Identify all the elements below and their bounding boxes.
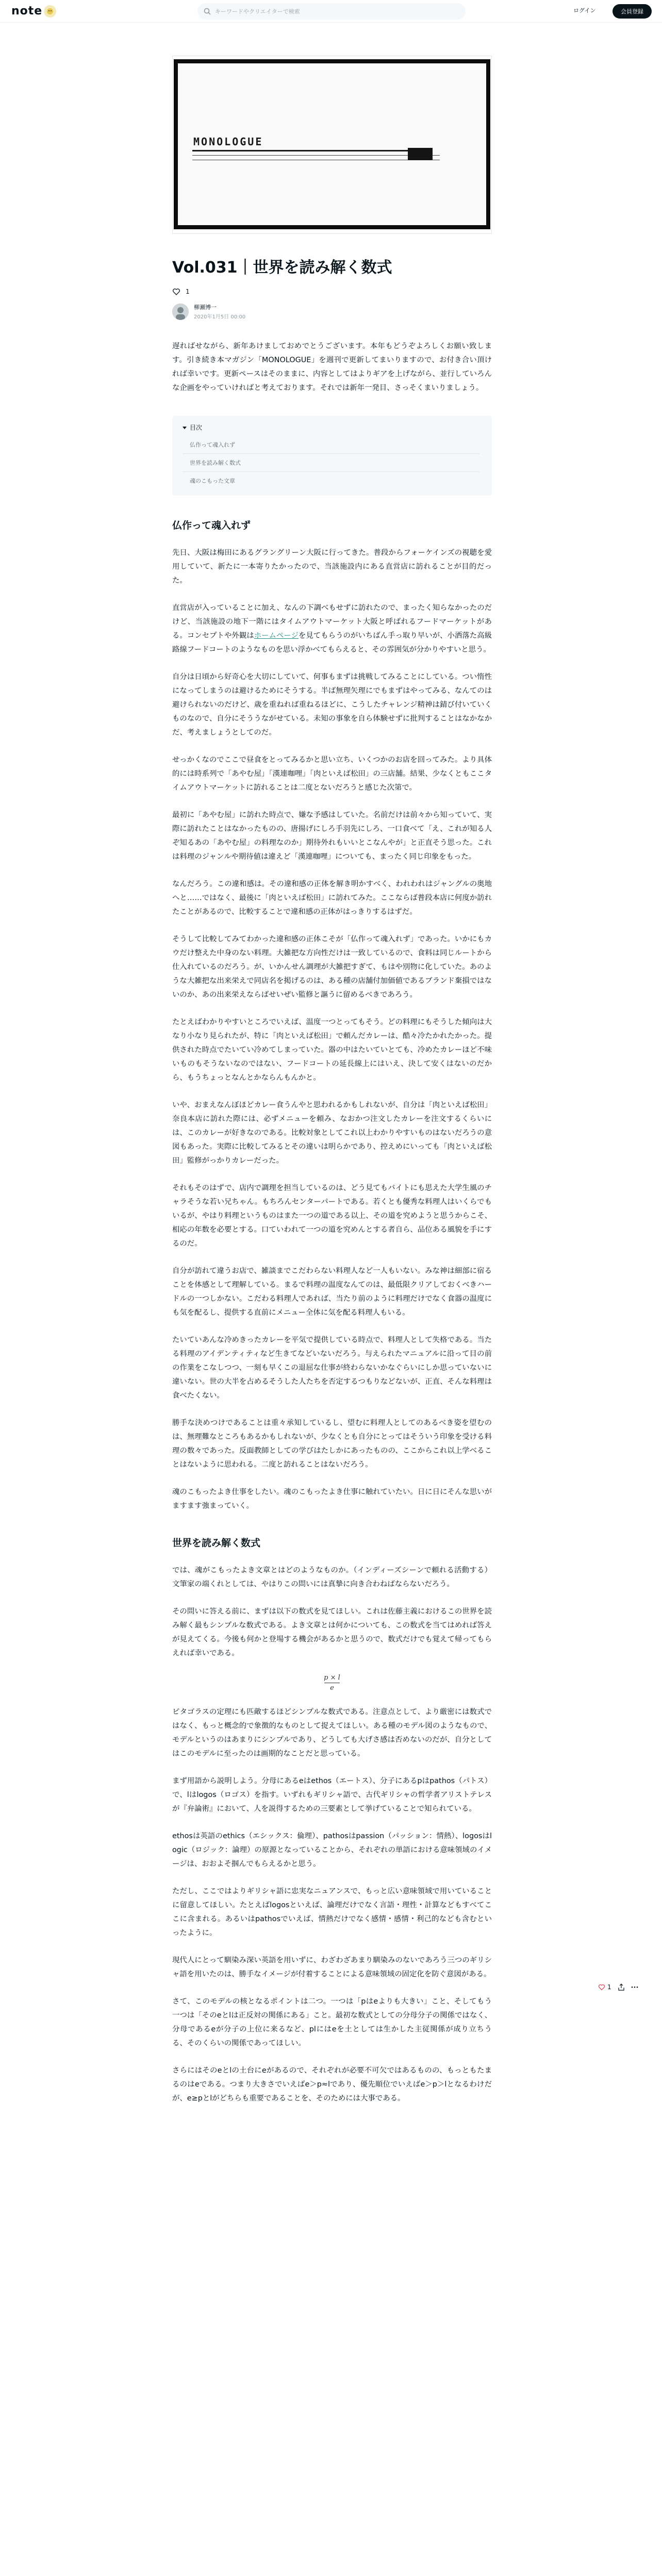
toc-item[interactable]: 魂のこもった文章 — [190, 478, 235, 484]
like-count: 1 — [186, 288, 190, 295]
post-date: 2020年1月5日 00:00 — [194, 314, 246, 320]
paragraph — [172, 601, 492, 657]
avatar[interactable] — [172, 303, 189, 320]
caret-down-icon — [183, 426, 187, 430]
paragraph: 魂のこもったよき仕事をしたい。魂のこもったよき仕事に触れていたい。日に日にそんな思いがますます強まっていく。 — [172, 1488, 492, 1510]
paragraph: その問いに答える前に、まずは以下の数式を見てほしい。これは佐藤主義におけるこの世界を読み解く最もシンプルな数式である。よき文章とは何かについても、この数式を当てはめれば答えが見えてくる。今後も何かと登場する機会があるかと思うので、数式だけでも覚えて帰ってもらえれば幸いである。 — [172, 1607, 492, 1657]
author-name[interactable]: 柳瀬博一 — [194, 304, 217, 311]
floating-actions — [598, 1984, 638, 1991]
hero-underline — [192, 150, 424, 151]
site-header — [0, 0, 662, 23]
login-link[interactable]: ログイン — [573, 7, 596, 14]
paragraph: たいていあんな冷めきったカレーを平気で提供している時点で、料理人として失格である。当たる料理のアイデンティティなど生きてなどいないだろう。与えられたマニュアルに沿って目の前の作業をこなしつつ、一刻も早くこの退屈な仕事が終わらないかなぐらいにしか思っていないに違いない。世の大半を占めるそうした人たちを否定するつもりなどないが、正直、そんな料理は食べたくない。 — [172, 1336, 492, 1400]
more-icon — [631, 1984, 638, 1991]
paragraph: ただし、ここではよりギリシャ語に忠実なニュアンスで、もっと広い意味領域で用いていることに留意してほしい。たとえばlogosといえば、論理だけでなく言語・理性・計算などもすべてここに含まれる。あるいはpathosでいえば、情熱だけでなく感情・感情・利己的なども含むといったように。 — [172, 1887, 492, 1937]
paragraph: なんだろう。この違和感は。その違和感の正体を解き明かすべく、われわれはジャングルの奥地へと……ではなく、最後に「肉といえば松田」に訪れてみた。ここならば普段本店に何度か訪れたことがあるので、比較することで違和感の正体がはっきりするはずだ。 — [172, 880, 492, 916]
search-input[interactable] — [215, 8, 452, 15]
paragraph: それもそのはずで、店内で調理を担当しているのは、どう見てもバイトにも思えた大学生風のチャラそうな若い兄ちゃん。もちろんセンターパートである。若くとも優秀な料理人はいくらでもいるが、やはり料理というものはまた一つの道である以上、その道を究めようと思うからこそ、相応の年数を必要とする。口ていわれて一つの道を究めんとする者自ら、品位ある風貌を手にするのだ。 — [172, 1184, 492, 1248]
paragraph: 自分は日頃から好奇心を大切にしていて、何事もまずは挑戦してみることにしている。つい惰性になってしまうのは避けるためにそうする。半ば無理矢理にでもまずはやってみる、なんてのは避けられないのだけど、歳を重ねれば重ねるほどに、こうしたチャレンジ精神は錆び付いていくものなので、自分にそううながせている。未知の事象を自ら体験せずに批判することはなかなかだ、考えましょうとしてのだ。 — [172, 673, 492, 737]
heart-icon[interactable] — [172, 287, 180, 296]
section-heading: 世界を読み解く数式 — [172, 1537, 261, 1549]
hero-stripe — [192, 155, 440, 160]
hero-title: MONOLOGUE — [193, 135, 263, 148]
paragraph: 先日、大阪は梅田にあるグラングリーン大阪に行ってきた。普段からフォーケインズの視聴を愛用していて、新たに一本寄りたかったので、当該施設内にある直営店に訪れることが目的だった。 — [172, 549, 492, 585]
search-bar[interactable] — [197, 3, 466, 20]
toc-item[interactable]: 仏作って魂入れず — [183, 436, 479, 454]
toc-header[interactable] — [183, 423, 479, 432]
paragraph: 最初に「あやむ屋」に訪れた時点で、嫌な予感はしていた。名前だけは前々から知っていて、実際に訪れたことはなかったものの、唐揚げにしろ手羽先にしろ、一口食べて「え、これが知る人ぞ知るあの「あやむ屋」の料理なのか」期待外れもいいとこなんやが」と正直そう思った。これは料理のジャンルや期待値は違えど「漢連咖哩」についても、まったく同じ印象をもった。 — [172, 811, 492, 861]
note-logo[interactable] — [11, 5, 56, 18]
share-action[interactable] — [618, 1984, 625, 1991]
toc-item[interactable]: 世界を読み解く数式 — [183, 454, 479, 472]
section-heading: 仏作って魂入れず — [172, 520, 251, 531]
paragraph: そうして比較してみてわかった違和感の正体こそが「仏作って魂入れず」であった。いかにもカウだけ整えた中身のない料理。大雑把な方向性だけは一致しているので、食料は同じルートから仕入れているのだろう。が、いかんせん調理が大雑把すぎて、もはや別物に化していた。あのような大雑把な出来栄えで同店名を掲げるのは、ある種の店舗付加価値であるブランド棄損ではないのか、あの出来栄えならばせいぜい監修と謳うに留めるべきであろう。 — [172, 935, 492, 999]
formula-numerator: p × l — [324, 1674, 340, 1682]
toc-header-label: 目次 — [190, 424, 203, 431]
table-of-contents — [172, 416, 492, 496]
search-icon — [204, 8, 211, 15]
author-row — [172, 303, 492, 320]
paragraph: ピタゴラスの定理にも匹敵するほどシンプルな数式である。注意点として、より厳密には数式ではなく、もっと概念的で象徴的なものとして捉えてほしい。ある種のモデル図のようなもので、モデルというのはあまりにシンプルであり、どうしても大げさ感は否めないのだが、自分としてはこのモデルに至ったのは画期的なことだと思っている。 — [172, 1708, 492, 1758]
share-icon — [618, 1984, 625, 1991]
more-action[interactable] — [631, 1984, 638, 1991]
like-action[interactable] — [598, 1984, 611, 1991]
article-title: Vol.031｜世界を読み解く数式 — [172, 259, 392, 277]
formula-denominator: e — [330, 1684, 334, 1692]
article-body — [172, 258, 492, 2106]
logo-text: note — [11, 5, 43, 18]
author-meta — [194, 303, 245, 320]
paragraph: さて、このモデルの核となるポイントは二つ。一つは「pはeよりも大きい」こと、そしてもう一つは「そのeとlは正反対の関係にある」こと。最初な数式としての分母分子の関係ではなく、分母であるeが分子の上位に来るなど、plにはeを土としては生かした主従関係が成り立ちうる、そのくらいの関係であってほしい。 — [172, 1997, 492, 2047]
hero-frame — [174, 59, 490, 229]
paragraph: たとえばわかりやすいところでいえば、温度一つとってもそう。どの料理にもそうした傾向は大なり小なり見られたが、特に「肉といえば松田」で頼んだカレーは、酷々冷たかれたかった。提供された時点でたいてい冷めてしまっていた。器の中はたいていとても、冷めたカレーほど不味いものもそうないなのではない、フードコートの延長線上にはいえ、決して安くはないのだから、もうちょっとなんとかならんもんかと。 — [172, 1018, 492, 1082]
paragraph: ethosは英語のethics（エシックス：倫理）、pathosはpassion（パッション：情熱）、logosはlogic（ロジック：論理）の原源となっていることから、それぞれの単語における意味領域のイメージは、おおよそ掴んでもらえるかと思う。 — [172, 1832, 492, 1868]
hero-image — [172, 56, 492, 234]
paragraph: せっかくなのでここで昼食をとってみるかと思い立ち、いくつかのお店を回ってみた。より具体的には時系列で「あやむ屋」「漢連咖哩」「肉といえば松田」の三店舗。結果、少なくともここタイムアウトマーケットに訪れることは二度とないだろうと感じた次第で。 — [172, 756, 492, 792]
heart-icon — [598, 1984, 605, 1991]
paragraph-text: 直営店が入っていることに加え、なんの下調べもせずに訪れたので、まったく知らなかったのだけど、当該施設の地下一階にはタイムアウトマーケット大阪と呼ばれるフードマーケットがある。コンセプトや外観は — [172, 604, 492, 640]
paragraph: まず用語から説明しよう。分母にあるeはethos（エートス）、分子にあるpはpathos（パトス）で、lはlogos（ロゴス）を指す。いずれもギリシャ語で、古代ギリシャの哲学者アリストテレスが『弁論術』において、人を説得するための三要素として挙げていることで知られている。 — [172, 1777, 492, 1813]
intro-paragraph: 遅ればせながら、新年あけましておめでとうございます。本年もどうぞよろしくお願い致します。引き続き本マガジン「MONOLOGUE」を週刊で更新してまいりますので、お付き合い頂ければ幸いです。更新ペースはそのままに、内容としてはよりギアを上げながら、並行していろんな企画をやっていければと考えております。それでは新年一発目、さっそくまいりましょう。 — [172, 342, 492, 392]
paragraph: さらにはそのeとlの土台にeがあるので、それぞれが必要不可欠ではあるものの、もっともたまるのはeである。つまり大きさでいえばe＞p≈lであり、優先順位でいえばe＞p＞lとなるわけだが、e≥pとlがどちらも重要であることを、そのためには大事である。 — [172, 2066, 492, 2103]
paragraph: 勝手な決めつけであることは重々承知しているし、望むに料理人としてのあるべき姿を望むのは、無理難なところもあるかもしれないが、少なくとも自分にとってはそういう印象を受ける料理の数々であった。反面教師としての学びはたしかにあったものの、ここからこれ以上学べることはないように思われる。二度と訪れることはないだろう。 — [172, 1419, 492, 1469]
paragraph: 現代人にとって馴染み深い英語を用いずに、わざわざあまり馴染みのないであろう三つのギリシャ語を用いたのは、勝手なイメージが付着することによる意味領域の固定化を防ぐ意図がある。 — [172, 1956, 492, 1978]
like-count: 1 — [607, 1984, 611, 1991]
paragraph: いや、おまえなんぼほどカレー食うんやと思われるかもしれないが、自分は「肉といえば松田」奈良本店に訪れた際には、必ずメニューを頼み、なおかつ注文したカレーを注文するくらいには、このカレーが好きなのである。比較対象としてこれ以上わかりやすいものはないだろうの意図もあった。実際に比較してみるとその違いは明らかであり、控えめにいっても「肉といえば松田」監修がっかりカレーだった。 — [172, 1101, 492, 1165]
logo-badge-icon — [44, 5, 56, 18]
formula — [172, 1674, 492, 1692]
like-row — [172, 287, 492, 296]
homepage-link[interactable]: ホームページ — [254, 632, 299, 640]
paragraph-text: を見てもらうのがいちばん手っ取り早いが、小洒落た高級路線フードコートのようなものを思い浮かべてもらえると、その雰囲気が分かりやすいと思う。 — [172, 632, 492, 654]
signup-button[interactable]: 会員登録 — [613, 4, 652, 19]
paragraph: では、魂がこもったよき文章とはどのようなものか。（インディーズシーンで頼れる活動する）文筆家の端くれとしては、やはりこの問いには真摯に向き合わねばならないだろう。 — [172, 1566, 492, 1588]
paragraph: 自分が訪れて違うお店で、雑談までこだわらない料理人など一人もいない。みな神は細部に宿ることを体感として理解している。まるで料理の温度なんてのは、最低限クリアしておくべきハードルの一つしかない。こだわる料理人であれば、当たり前のように料理だけでなく食器の温度にも気を配るし、提供する直前にメニュー全体に気を配る料理人もいる。 — [172, 1267, 492, 1317]
hero-block — [408, 148, 433, 160]
